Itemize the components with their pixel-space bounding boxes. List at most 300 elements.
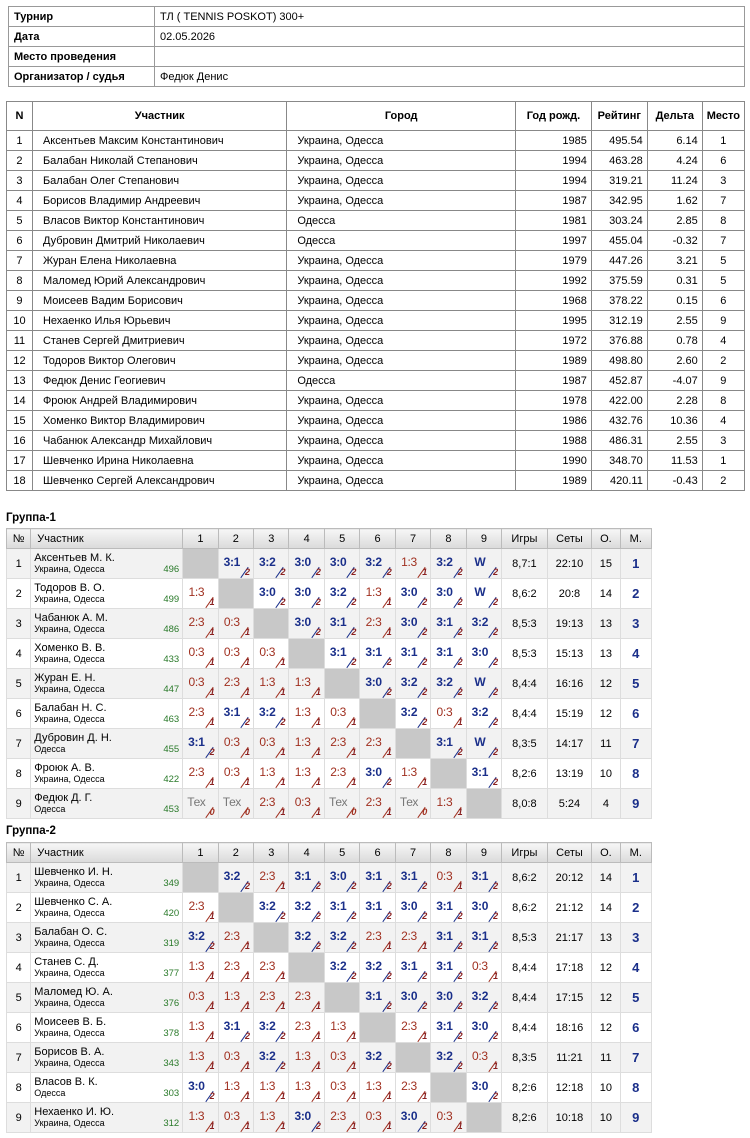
match-points: 1 [422,567,428,577]
match-score-value: 3:1 [223,705,241,719]
sets-cell: 15:19 [547,699,592,729]
group-header-cell: О. [592,529,620,549]
participant-cell: 15 [7,411,33,431]
match-cell [254,549,289,579]
match-cell [324,1073,359,1103]
match-score [183,983,217,1012]
participant-cell: Украина, Одесса [287,451,516,471]
match-points: 2 [351,971,357,981]
sets-cell: 10:18 [547,1103,592,1133]
match-score [254,983,288,1012]
participant-cell: 2.85 [647,211,702,231]
participant-cell: 455.04 [591,231,647,251]
match-score-value: 2:3 [188,899,205,913]
match-score-value: 1:3 [365,1079,382,1093]
group-header-cell: 9 [466,843,501,863]
match-points: 2 [422,881,428,891]
participant-cell: 7 [702,231,744,251]
match-score-value: 0:3 [223,1109,240,1123]
participant-cell: Балабан Николай Степанович [32,151,286,171]
games-cell: 8,5:3 [502,609,548,639]
player-rating: 376 [163,998,180,1009]
participant-cell: 8 [702,391,744,411]
participant-cell: Моисеев Вадим Борисович [32,291,286,311]
match-points: 2 [493,881,499,891]
match-points: 2 [493,777,499,787]
group-row [7,609,652,639]
match-points: 1 [351,747,357,757]
participant-cell: 2 [7,151,33,171]
match-score-value: 3:1 [188,735,205,749]
player-cell [31,983,183,1013]
match-score-value: 3:2 [329,959,347,973]
match-score-value: 3:0 [294,585,311,599]
match-score [219,1043,253,1072]
match-score [289,983,323,1012]
match-score [431,789,465,818]
match-score-value: 3:1 [471,869,489,883]
match-cell [360,639,395,669]
participant-cell: Украина, Одесса [287,131,516,151]
match-score-value: 2:3 [365,795,382,809]
participant-cell: 378.22 [591,291,647,311]
match-cell [360,863,395,893]
match-score [431,669,465,698]
match-score [467,1043,501,1072]
match-cell [431,699,466,729]
match-score-value: 2:3 [365,735,382,749]
match-score [325,863,359,892]
games-cell: 8,3:5 [502,1043,548,1073]
match-score [219,953,253,982]
games-cell: 8,4:4 [502,953,548,983]
match-score-value: 3:2 [294,899,311,913]
match-points: 2 [493,597,499,607]
player-name: Маломед Ю. А. [34,986,113,998]
match-score [396,609,430,638]
info-value: Федюк Денис [155,67,745,87]
match-score [325,729,359,758]
match-cell [395,1073,430,1103]
match-score [219,1013,253,1042]
place-cell: 4 [620,953,651,983]
match-cell [183,1043,218,1073]
match-points: 1 [315,1031,321,1041]
match-cell [431,729,466,759]
match-cell [466,953,501,983]
match-cell [360,923,395,953]
player-city: Украина, Одесса [34,683,105,694]
match-score-value: 2:3 [188,615,205,629]
games-cell: 8,0:8 [502,789,548,819]
match-points: 2 [351,941,357,951]
group-row [7,863,652,893]
match-score-value: 3:1 [436,645,453,659]
match-cell [360,893,395,923]
player-name: Моисеев В. Б. [34,1016,107,1028]
match-cell [360,669,395,699]
match-score-value: 1:3 [259,765,276,779]
match-score-value: 0:3 [330,705,347,719]
match-score-value: 1:3 [188,1049,205,1063]
match-score-value: 2:3 [294,1019,311,1033]
match-cell [254,893,289,923]
player-rating: 349 [163,878,180,889]
player-rating: 319 [163,938,180,949]
match-points: 1 [280,807,286,817]
group-row [7,923,652,953]
player-cell [31,1013,183,1043]
participant-cell: 8 [7,271,33,291]
group-header-cell: О. [592,843,620,863]
match-points: 0 [422,807,428,817]
sets-cell: 5:24 [547,789,592,819]
match-cell [254,1013,289,1043]
match-score [254,669,288,698]
participant-cell: 11.53 [647,451,702,471]
group-header-cell: 5 [324,843,359,863]
match-score-value: 3:0 [471,899,489,913]
match-points: 1 [315,687,321,697]
match-score [431,1013,465,1042]
self-match-cell [466,1103,501,1133]
participant-row [7,131,745,151]
participants-header: Рейтинг [591,102,647,131]
participant-cell: 1972 [516,331,592,351]
games-cell: 8,2:6 [502,1103,548,1133]
participant-row [7,311,745,331]
group-header-cell: 6 [360,529,395,549]
player-rating: 455 [163,744,180,755]
match-score-value: 0:3 [223,615,240,629]
match-points: 1 [457,1121,463,1131]
match-score-value: 3:1 [471,765,489,779]
participant-cell: 6.14 [647,131,702,151]
match-points: 1 [315,717,321,727]
participant-row [7,171,745,191]
match-cell [395,923,430,953]
match-cell [254,1103,289,1133]
match-cell [431,609,466,639]
match-score-value: 0:3 [471,1049,488,1063]
match-score-value: 3:0 [294,555,311,569]
group-header-cell: Игры [502,843,548,863]
match-score-value: 3:1 [223,555,241,569]
group-header-cell: № [7,529,31,549]
match-score [289,729,323,758]
match-cell [431,983,466,1013]
match-points: 2 [457,597,463,607]
player-cell [31,639,183,669]
group-header-cell: 6 [360,843,395,863]
match-points: 2 [209,747,215,757]
participant-cell: Украина, Одесса [287,411,516,431]
participant-cell: -0.32 [647,231,702,251]
group-row-number: 1 [7,863,31,893]
participant-cell: 2.55 [647,431,702,451]
sets-cell: 18:16 [547,1013,592,1043]
match-score [289,549,323,578]
match-points: 1 [245,777,251,787]
self-match-cell [395,1043,430,1073]
player-rating: 447 [163,684,180,695]
player-name: Борисов В. А. [34,1046,105,1058]
participant-cell: 495.54 [591,131,647,151]
points-cell: 14 [592,893,620,923]
match-score-value: 0:3 [436,869,453,883]
participant-cell: 1988 [516,431,592,451]
match-score [467,549,501,578]
match-cell [218,923,253,953]
match-score-value: 3:2 [329,929,347,943]
info-label: Турнир [9,7,155,27]
match-score-value: 3:2 [436,675,453,689]
match-points: 2 [315,911,321,921]
participant-cell: 486.31 [591,431,647,451]
match-points: 2 [245,567,251,577]
group-header-cell: Сеты [547,529,592,549]
sets-cell: 21:17 [547,923,592,953]
match-cell [218,983,253,1013]
participant-row [7,191,745,211]
participant-cell: 303.24 [591,211,647,231]
participant-cell: 9 [702,311,744,331]
self-match-cell [254,609,289,639]
group-row [7,549,652,579]
match-cell [395,609,430,639]
participant-cell: 1987 [516,371,592,391]
participant-cell: 375.59 [591,271,647,291]
match-score-value: 3:2 [400,705,418,719]
group-header-cell: Игры [502,529,548,549]
match-cell [360,1043,395,1073]
match-score-value: 3:2 [471,705,489,719]
match-score-value: 3:1 [436,899,453,913]
participant-cell: 1990 [516,451,592,471]
match-points: 1 [351,1091,357,1101]
match-cell [324,923,359,953]
match-points: 2 [280,717,286,727]
match-cell [254,759,289,789]
match-score-value: 3:0 [471,1079,489,1093]
match-cell [218,609,253,639]
player-cell [31,609,183,639]
match-score [431,923,465,952]
sets-cell: 20:8 [547,579,592,609]
match-cell [431,639,466,669]
sets-cell: 17:15 [547,983,592,1013]
match-cell [183,609,218,639]
match-points: 1 [209,717,215,727]
match-score-value: 3:2 [329,585,347,599]
participant-cell: 14 [7,391,33,411]
match-cell [466,699,501,729]
match-score [254,893,288,922]
participant-row [7,471,745,491]
group-row-number: 1 [7,549,31,579]
info-value: ТЛ ( TENNIS POSKOT) 300+ [155,7,745,27]
match-score-value: 3:0 [400,899,418,913]
player-cell [31,759,183,789]
match-cell [466,759,501,789]
player-name: Журан Е. Н. [34,672,96,684]
group-row [7,639,652,669]
participant-cell: Станев Сергей Дмитриевич [32,331,286,351]
match-points: 2 [315,1121,321,1131]
participant-cell: 2 [702,351,744,371]
points-cell: 15 [592,549,620,579]
participant-cell: Украина, Одесса [287,251,516,271]
match-cell [289,1013,324,1043]
match-score [431,983,465,1012]
participants-header: Участник [32,102,286,131]
match-score-value: 3:2 [400,675,418,689]
participant-cell: Федюк Денис Геогиевич [32,371,286,391]
match-cell [218,789,253,819]
match-score [467,729,501,758]
match-score [431,1103,465,1132]
participant-cell: 13 [7,371,33,391]
match-cell [218,1103,253,1133]
participant-cell: 10.36 [647,411,702,431]
match-score [325,639,359,668]
match-score [183,759,217,788]
match-cell [289,669,324,699]
match-score-value: 0:3 [223,765,240,779]
sets-cell: 11:21 [547,1043,592,1073]
participant-cell: 8 [702,211,744,231]
match-score [219,759,253,788]
participant-cell: 376.88 [591,331,647,351]
match-cell [466,669,501,699]
match-score [360,1103,394,1132]
match-score [360,789,394,818]
match-score-value: 3:0 [400,1109,418,1123]
match-points: 2 [422,1121,428,1131]
participant-cell: 17 [7,451,33,471]
participants-header: Год рожд. [516,102,592,131]
match-cell [324,699,359,729]
group-row [7,699,652,729]
player-rating: 486 [163,624,180,635]
match-cell [254,639,289,669]
participant-cell: Одесса [287,211,516,231]
match-points: 1 [209,971,215,981]
match-score-value: 3:2 [436,555,453,569]
match-cell [466,549,501,579]
participant-cell: 312.19 [591,311,647,331]
match-cell [289,923,324,953]
self-match-cell [431,759,466,789]
participants-header: Город [287,102,516,131]
match-points: 2 [457,1031,463,1041]
info-row [9,47,745,67]
match-score [431,953,465,982]
match-points: 1 [209,597,215,607]
group-row [7,789,652,819]
match-points: 1 [245,1121,251,1131]
match-cell [254,789,289,819]
match-cell [431,1013,466,1043]
group-header-cell: 2 [218,529,253,549]
match-cell [218,863,253,893]
match-score-value: 3:0 [365,675,382,689]
match-cell [324,953,359,983]
match-score-value: 1:3 [401,765,417,779]
match-cell [324,759,359,789]
games-cell: 8,7:1 [502,549,548,579]
player-name: Нехаенко И. Ю. [34,1106,115,1118]
match-points: 1 [280,747,286,757]
points-cell: 13 [592,609,620,639]
match-score-value: 3:2 [223,869,241,883]
points-cell: 11 [592,1043,620,1073]
match-cell [289,983,324,1013]
match-points: 2 [457,971,463,981]
match-cell [466,983,501,1013]
match-score [396,1013,430,1042]
group-header-cell: 5 [324,529,359,549]
self-match-cell [218,579,253,609]
match-score-value: 2:3 [365,929,382,943]
match-score [467,1073,501,1102]
match-points: 2 [493,687,499,697]
match-points: 1 [422,777,428,787]
points-cell: 12 [592,699,620,729]
participant-cell: Аксентьев Максим Константинович [32,131,286,151]
match-cell [218,699,253,729]
match-score [325,579,359,608]
group-header-cell: 4 [289,843,324,863]
match-score-value: 1:3 [188,959,205,973]
player-name: Тодоров В. О. [34,582,105,594]
group-header-cell: М. [620,843,651,863]
match-points: 2 [209,1091,215,1101]
match-score [360,669,394,698]
points-cell: 12 [592,953,620,983]
group-header-cell: 8 [431,529,466,549]
participant-cell: 1987 [516,191,592,211]
match-points: 2 [386,687,392,697]
match-cell [395,893,430,923]
match-cell [218,1043,253,1073]
match-points: 2 [457,747,463,757]
player-name: Станев С. Д. [34,956,99,968]
match-score-value: 2:3 [365,615,382,629]
match-cell [289,579,324,609]
group-2-title: Группа-2 [6,825,56,837]
player-cell [31,863,183,893]
match-score-value: 0:3 [259,645,276,659]
points-cell: 13 [592,639,620,669]
match-cell [431,789,466,819]
participant-cell: 1985 [516,131,592,151]
group-row-number: 3 [7,923,31,953]
participant-cell: 4 [7,191,33,211]
match-points: 1 [245,627,251,637]
match-points: 1 [245,971,251,981]
match-cell [324,893,359,923]
match-cell [395,1013,430,1043]
match-score-value: 3:0 [188,1079,205,1093]
group-row [7,1073,652,1103]
match-cell [324,789,359,819]
match-cell [218,1073,253,1103]
participant-cell: 1992 [516,271,592,291]
player-cell [31,1103,183,1133]
match-score-value: 3:2 [471,615,489,629]
match-points: 2 [351,627,357,637]
